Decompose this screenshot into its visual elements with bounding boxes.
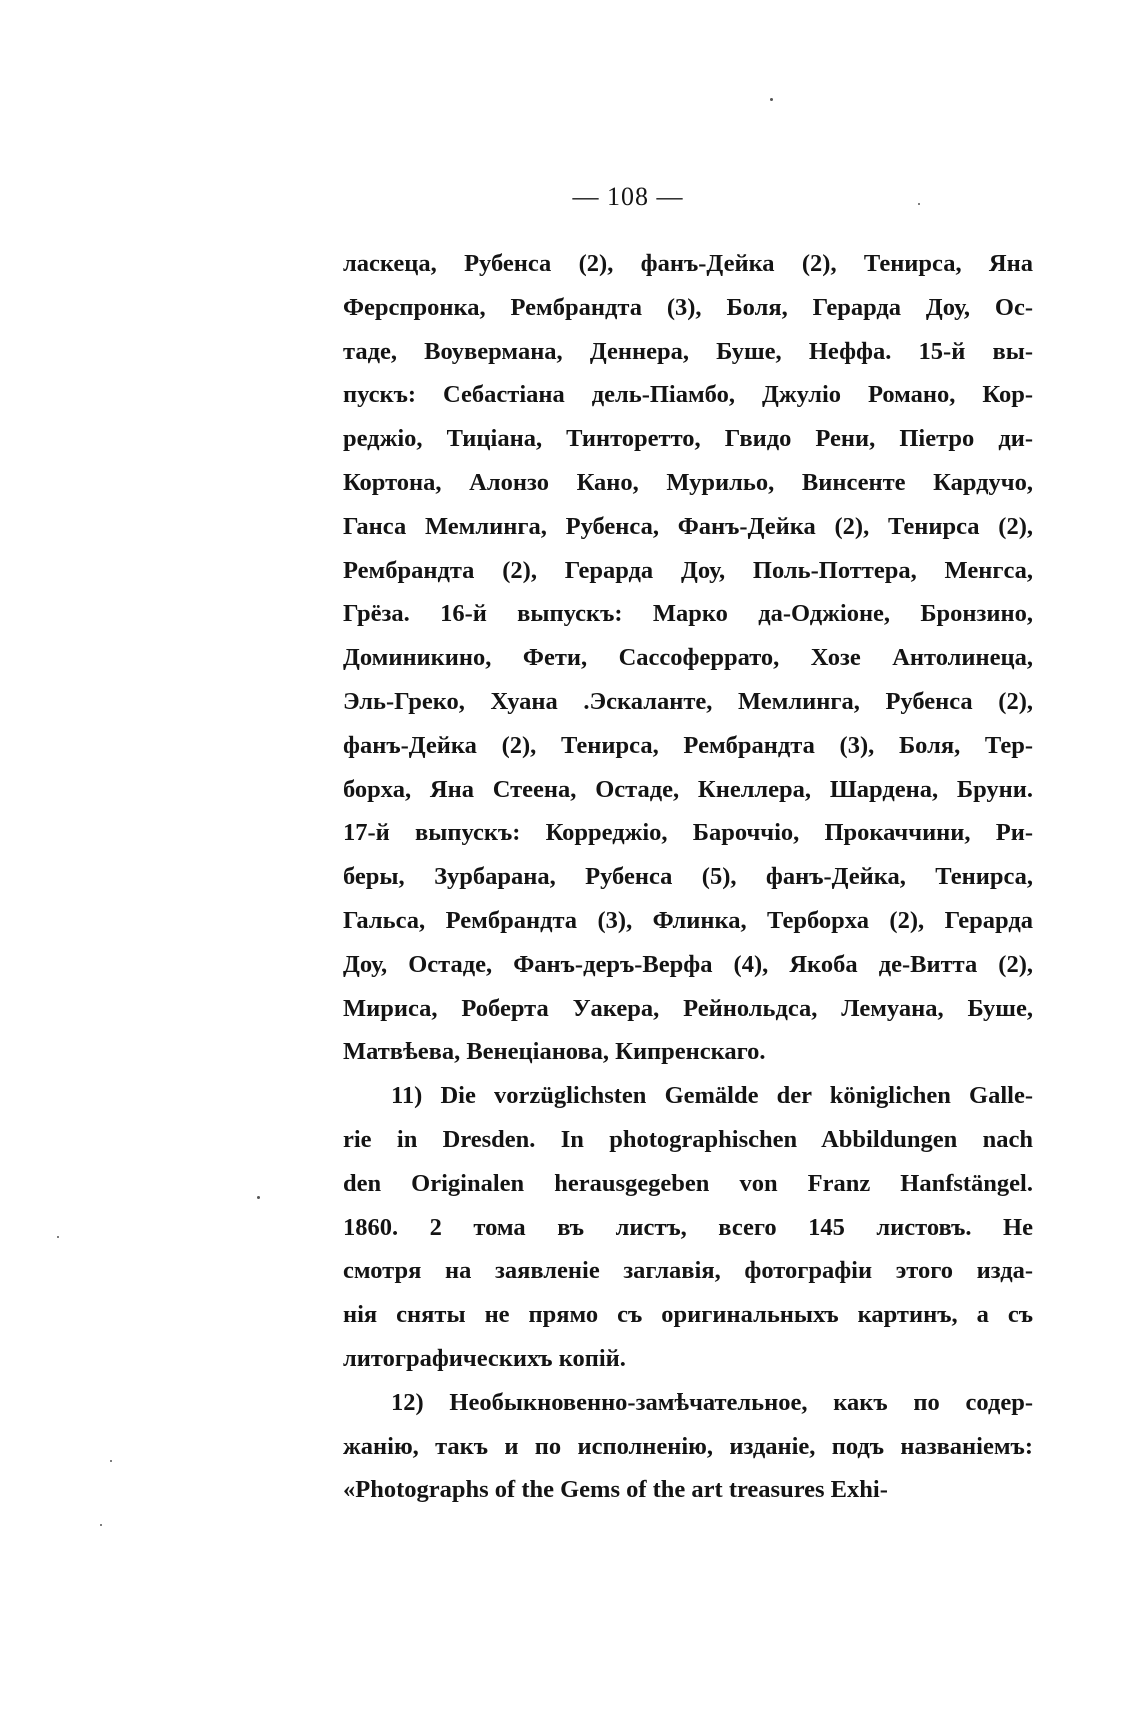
text-line: Матвѣева, Венеціанова, Кипренскаго. bbox=[343, 1038, 766, 1066]
paragraph-continuation bbox=[343, 242, 1033, 1074]
text-line: 12) Необыкновенно-замѣчательное, какъ по содер- bbox=[391, 1388, 1033, 1416]
text-line: 1860. 2 тома въ листъ, всего 145 листовъ. Не bbox=[343, 1213, 1033, 1241]
text-line: Грёза. 16-й выпускъ: Марко да-Оджіоне, Бронзино, bbox=[343, 600, 1033, 628]
scan-speck bbox=[257, 1196, 260, 1199]
text-line: Ганса Мемлинга, Рубенса, Фанъ-Дейка (2), Тенирса (2), bbox=[343, 512, 1033, 540]
page-number: — 108 — bbox=[572, 182, 684, 211]
text-line: ласкеца, Рубенса (2), фанъ-Дейка (2), Тенирса, Яна bbox=[343, 250, 1033, 277]
text-line: 17-й выпускъ: Корреджіо, Бароччіо, Прокаччини, Ри- bbox=[343, 819, 1033, 847]
text-line: «Photographs of the Gems of the art treasures Exhi- bbox=[343, 1476, 888, 1504]
text-line: литографическихъ копій. bbox=[343, 1344, 626, 1372]
scan-speck bbox=[110, 1460, 112, 1462]
text-line: Доминикино, Фети, Сассоферрато, Хозе Антолинеца, bbox=[343, 644, 1033, 672]
paragraph-item-11 bbox=[343, 1074, 1033, 1381]
text-line: борха, Яна Стеена, Остаде, Кнеллера, Шардена, Бруни. bbox=[343, 775, 1033, 803]
text-line: реджіо, Тиціана, Тинторетто, Гвидо Рени, Піетро ди- bbox=[343, 425, 1033, 453]
scan-speck bbox=[100, 1524, 102, 1526]
paragraph-item-12 bbox=[343, 1381, 1033, 1512]
text-line: rie in Dresden. In photographischen Abbildungen nach bbox=[343, 1125, 1033, 1153]
text-line: Гальса, Рембрандта (3), Флинка, Терборха (2), Герарда bbox=[343, 906, 1033, 934]
page-body-text bbox=[343, 242, 1033, 1512]
text-line: Эль-Греко, Хуана .Эскаланте, Мемлинга, Рубенса (2), bbox=[343, 687, 1033, 715]
text-line: Мириса, Роберта Уакера, Рейнольдса, Лемуана, Буше, bbox=[343, 994, 1033, 1022]
text-line: нія сняты не прямо съ оригинальныхъ картинъ, а съ bbox=[343, 1301, 1033, 1329]
text-line: Ферспронка, Рембрандта (3), Боля, Герарда Доу, Ос- bbox=[343, 293, 1033, 321]
text-line: Рембрандта (2), Герарда Доу, Поль-Поттера, Менгса, bbox=[343, 556, 1033, 584]
text-line: беры, Зурбарана, Рубенса (5), фанъ-Дейка, Тенирса, bbox=[343, 863, 1033, 891]
scan-speck bbox=[918, 203, 920, 205]
text-line: Доу, Остаде, Фанъ-деръ-Верфа (4), Якоба де-Витта (2), bbox=[343, 950, 1033, 978]
text-line: пускъ: Себастіана дель-Піамбо, Джуліо Романо, Кор- bbox=[343, 381, 1033, 409]
scan-speck bbox=[57, 1236, 59, 1238]
text-line: жанію, такъ и по исполненію, изданіе, подъ названіемъ: bbox=[343, 1432, 1033, 1460]
text-line: фанъ-Дейка (2), Тенирса, Рембрандта (3), Боля, Тер- bbox=[343, 731, 1033, 759]
text-line: 11) Die vorzüglichsten Gemälde der königlichen Galle- bbox=[391, 1082, 1033, 1110]
text-line: таде, Воувермана, Деннера, Буше, Неффа. 15-й вы- bbox=[343, 337, 1033, 365]
text-line: смотря на заявленіе заглавія, фотографіи этого изда- bbox=[343, 1257, 1033, 1285]
text-line: Кортона, Алонзо Кано, Мурильо, Винсенте Кардучо, bbox=[343, 468, 1033, 496]
text-line: den Originalen herausgegeben von Franz Hanfstängel. bbox=[343, 1169, 1033, 1197]
scan-speck bbox=[770, 98, 773, 101]
